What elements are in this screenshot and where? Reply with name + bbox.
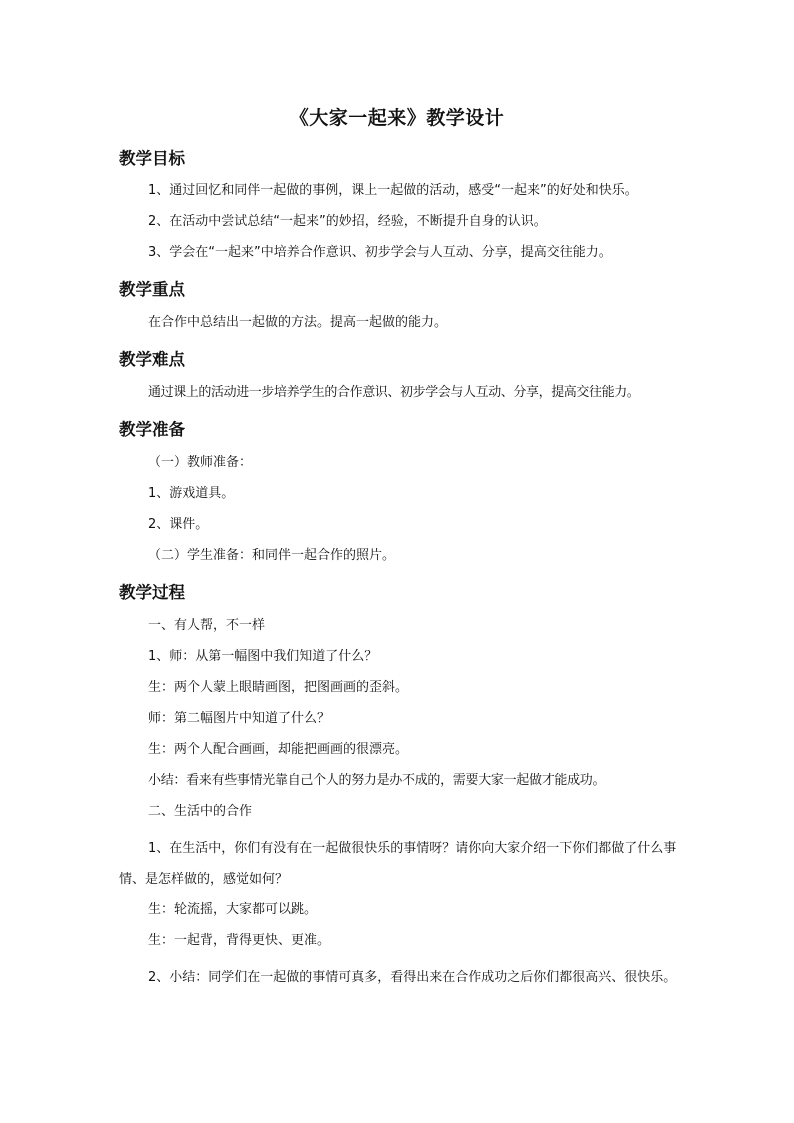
section-preparation <box>119 417 679 566</box>
paragraph: 生：轮流摇，大家都可以跳。 <box>148 902 318 917</box>
paragraph: 在合作中总结出一起做的方法。提高一起做的能力。 <box>148 315 448 330</box>
document-body <box>119 142 679 993</box>
paragraph: 2、课件。 <box>148 517 209 532</box>
section-heading: 教学目标 <box>119 149 185 168</box>
paragraph: 2、在活动中尝试总结“一起来”的妙招，经验，不断提升自身的认识。 <box>148 214 547 229</box>
paragraph: 二、生活中的合作 <box>148 804 253 819</box>
paragraph: 生：两个人蒙上眼睛画图，把图画画的歪斜。 <box>148 680 409 695</box>
paragraph: 1、师：从第一幅图中我们知道了什么？ <box>148 649 378 664</box>
section-key-points <box>119 277 679 333</box>
paragraph: 3、学会在“一起来”中培养合作意识、初步学会与人互动、分享，提高交往能力。 <box>148 245 612 260</box>
paragraph: 1、通过回忆和同伴一起做的事例，课上一起做的活动，感受“一起来”的好处和快乐。 <box>148 183 638 198</box>
paragraph: 一、有人帮，不一样 <box>148 618 266 633</box>
paragraph: 1、游戏道具。 <box>148 486 235 501</box>
section-heading: 教学重点 <box>119 280 185 299</box>
paragraph: （一）教师准备： <box>148 455 253 470</box>
paragraph: （二）学生准备：和同伴一起合作的照片。 <box>148 548 396 563</box>
paragraph: 通过课上的活动进一步培养学生的合作意识、初步学会与人互动、分享，提高交往能力。 <box>148 385 640 400</box>
section-process <box>119 580 679 993</box>
section-objectives <box>119 146 679 263</box>
section-difficulties <box>119 347 679 403</box>
paragraph: 生：一起背，背得更快、更准。 <box>148 933 331 948</box>
paragraph: 2、小结：同学们在一起做的事情可真多，看得出来在合作成功之后你们都很高兴、很快乐。 <box>148 970 677 985</box>
paragraph: 小结：看来有些事情光靠自己个人的努力是办不成的，需要大家一起做才能成功。 <box>148 773 606 788</box>
section-heading: 教学过程 <box>119 583 185 602</box>
section-heading: 教学准备 <box>119 420 185 439</box>
paragraph: 师：第二幅图片中知道了什么？ <box>148 711 331 726</box>
paragraph: 1、在生活中，你们有没有在一起做很快乐的事情呀？请你向大家介绍一下你们都做了什么事情、是怎样做的，感觉如何？ <box>119 841 677 887</box>
paragraph: 生：两个人配合画画，却能把画画的很漂亮。 <box>148 742 409 757</box>
document-title: 《大家一起来》教学设计 <box>289 107 505 129</box>
section-heading: 教学难点 <box>119 350 185 369</box>
